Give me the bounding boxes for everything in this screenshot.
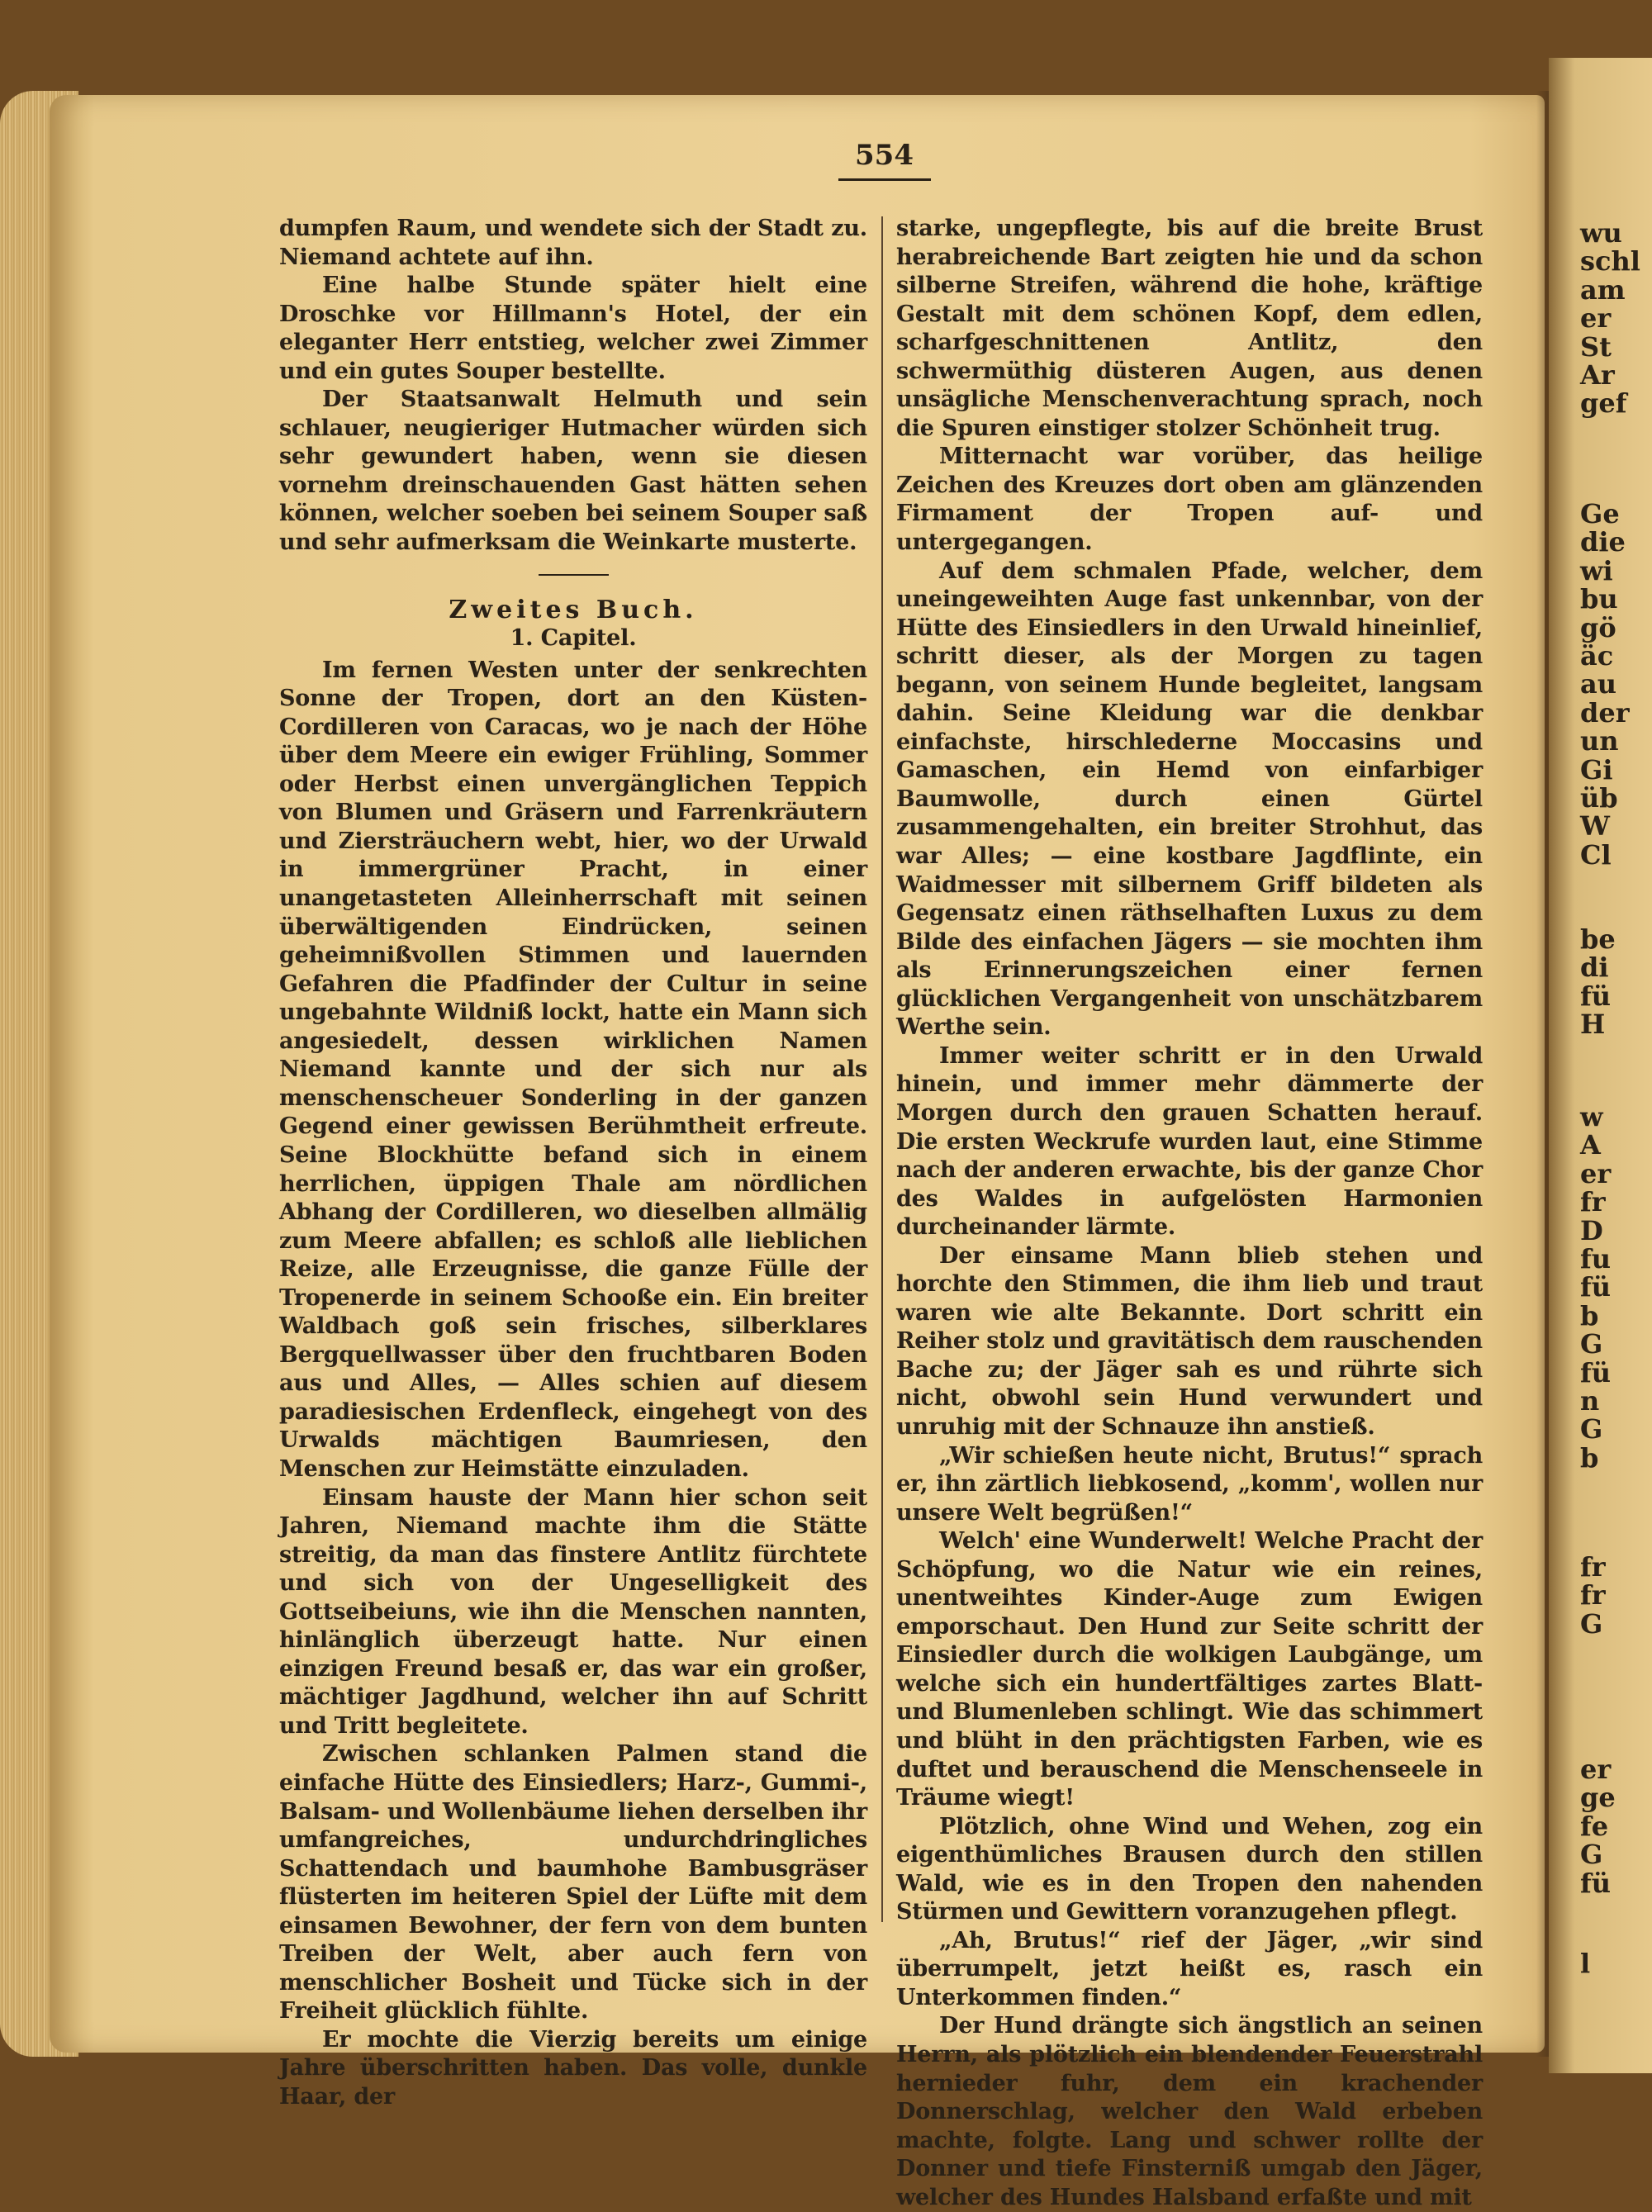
- facing-page-text: er ge fe G fü: [1580, 1754, 1616, 1899]
- paragraph: starke, ungepflegte, bis auf die breite Brust herabreichende Bart zeigten hie und da schon silberne Streifen, während die hohe, kräftige Gestalt mit dem schönen Kopf, dem edlen, scharfgeschnittenen Antlitz, den schwermüthig düsteren Augen, aus denen unsägliche Menschenverachtung sprach, noch die Spuren einstiger stolzer Schönheit trug.: [896, 216, 1483, 441]
- paragraph: Immer weiter schritt er in den Urwald hinein, und immer mehr dämmerte der Morgen durch den grauen Schatten herauf. Die ersten Weckrufe wurden laut, eine Stimme nach der anderen erwachte, bis der ganze Chor des Waldes in aufgelösten Harmonien durcheinander lärmte.: [896, 1042, 1483, 1241]
- paragraph: Der Hund drängte sich ängstlich an seinen Herrn, als plötzlich ein blendender Feuerstrahl hernieder fuhr, dem ein krachender Donnerschlag, welcher den Wald erbeben machte, folgte. Lang und schwer rollte der Donner und tiefe Finsterniß umgab den Jäger, welcher des Hundes Halsband erfaßte und mit: [896, 2013, 1483, 2210]
- chapter-heading: 1. Capitel.: [510, 625, 637, 652]
- page-number-rule: [838, 178, 931, 181]
- facing-page-text: wu schl am er St Ar gef: [1580, 217, 1640, 420]
- paragraph: „Wir schießen heute nicht, Brutus!“ sprach er, ihn zärtlich liebkosend, „komm', wollen nur unsere Welt begrüßen!“: [896, 1442, 1483, 1526]
- facing-page-text: l: [1580, 1948, 1591, 1979]
- text-column-left: [279, 215, 867, 2112]
- facing-page-text: Ge die wi bu gö äc au der un Gi üb W Cl: [1580, 498, 1630, 871]
- paragraph: Plötzlich, ohne Wind und Wehen, zog ein eigenthümliches Brausen durch den stillen Wald, wie es in den Tropen den nahenden Stürmen und Gewittern voranzugehen pflegt.: [896, 1813, 1483, 1925]
- paragraph: Eine halbe Stunde später hielt eine Droschke vor Hillmann's Hotel, der ein eleganter Herr entstieg, welcher zwei Zimmer und ein gutes Souper bestellte.: [279, 273, 867, 384]
- paragraph: Auf dem schmalen Pfade, welcher, dem uneingeweihten Auge fast unkennbar, von der Hütte des Einsiedlers in den Urwald hineinlief, schritt dieser, als der Morgen zu tagen begann, von seinem Hunde begleitet, langsam dahin. Seine Kleidung war die denkbar einfachste, hirschlederne Moccasins und Gamaschen, ein Hemd von einfarbiger Baumwolle, durch einen Gürtel zusammengehalten, ein breiter Strohhut, das war Alles; — eine kostbare Jagdflinte, ein Waidmesser mit silbernem Griff bildeten als Gegensatz einen räthselhaften Luxus zu dem Bilde des einfachen Jägers — sie mochten ihm als Erinnerungszeichen einer fernen glücklichen Vergangenheit von unschätzbarem Werthe sein.: [896, 558, 1483, 1041]
- section-divider: [539, 574, 609, 576]
- page-number: 554: [855, 139, 914, 172]
- paragraph: „Ah, Brutus!“ rief der Jäger, „wir sind überrumpelt, jetzt heißt es, rasch ein Unterkommen finden.“: [896, 1927, 1483, 2010]
- paragraph: Im fernen Westen unter der senkrechten Sonne der Tropen, dort an den Küsten-Cordilleren von Caracas, wo je nach der Höhe über dem Meere ein ewiger Frühling, Sommer oder Herbst einen unvergänglichen Teppich von Blumen und Gräsern und Farrenkräutern und Ziersträuchern webt, hier, wo der Urwald in immergrüner Pracht, in einer unangetasteten Alleinherrschaft mit seinen überwältigenden Eindrücken, seinen geheimnißvollen Stimmen und lauernden Gefahren die Pfadfinder der Cultur in seine ungebahnte Wildniß lockt, hatte ein Mann sich angesiedelt, dessen wirklichen Namen Niemand kannte und der sich nur als menschenscheuer Sonderling in der ganzen Gegend einer gewissen Berühmtheit erfreute. Seine Blockhütte befand sich in einem herrlichen, üppigen Thale am nördlichen Abhang der Cordilleren, wo dieselben allmälig zum Meere abfallen; es schloß alle lieblichen Reize, alle Erzeugnisse, die ganze Fülle der Tropenerde in seinem Schooße ein. Ein breiter Waldbach goß sein frisches, silberklares Bergquellwasser über den fruchtbaren Boden aus und Alles, — Alles schien auf diesem paradiesischen Erdenfleck, eingehegt von des Urwalds mächtigen Baumriesen, den Menschen zur Heimstätte einzuladen.: [279, 657, 867, 1482]
- text-column-right: [896, 215, 1483, 2212]
- paragraph: Zwischen schlanken Palmen stand die einfache Hütte des Einsiedlers; Harz-, Gummi-, Balsam- und Wollenbäume liehen derselben ihr umfangreiches, undurchdringliches Schattendach und baumhohe Bambusgräser flüsterten im heiteren Spiel der Lüfte mit dem einsamen Bewohner, der fern von dem bunten Treiben der Welt, aber auch fern von menschlicher Bosheit und Tücke sich in der Freiheit glücklich fühlte.: [279, 1741, 867, 2025]
- book-heading: Zweites Buch.: [449, 595, 698, 624]
- facing-page-text: be di fü H: [1580, 923, 1616, 1041]
- paragraph: Einsam hauste der Mann hier schon seit Jahren, Niemand machte ihm die Stätte streitig, da man das finstere Antlitz fürchtete und sich von der Ungeselligkeit des Gottseibeiuns, wie ihn die Menschen nannten, hinlänglich überzeugt hatte. Nur einen einzigen Freund besaß er, das war ein großer, mächtiger Jagdhund, welcher ihn auf Schritt und Tritt begleitete.: [279, 1484, 867, 1739]
- column-divider: [881, 216, 883, 1922]
- paragraph: Er mochte die Vierzig bereits um einige Jahre überschritten haben. Das volle, dunkle Haar, der: [279, 2026, 867, 2110]
- paragraph: Welch' eine Wunderwelt! Welche Pracht der Schöpfung, wo die Natur wie ein reines, unentweihtes Kinder-Auge zum Ewigen emporschaut. Den Hund zur Seite schritt der Einsiedler durch die wolkigen Laubgänge, um welche sich ein hundertfältiges zartes Blatt- und Blumenleben schlingt. Wie das schimmert und blüht in den prächtigsten Farben, wie es duftet und berauschend die Menschenseele in Träume wiegt!: [896, 1528, 1483, 1811]
- facing-page-edge: [1549, 58, 1652, 2073]
- paragraph: Der Staatsanwalt Helmuth und sein schlauer, neugieriger Hutmacher würden sich sehr gewundert haben, wenn sie diesen vornehm dreinschauenden Gast hätten sehen können, welcher soeben bei seinem Souper saß und sehr aufmerksam die Weinkarte musterte.: [279, 387, 867, 556]
- paragraph: Mitternacht war vorüber, das heilige Zeichen des Kreuzes dort oben am glänzenden Firmament der Tropen auf- und untergegangen.: [896, 444, 1483, 556]
- facing-page-text: fr fr G: [1580, 1551, 1606, 1640]
- paragraph: dumpfen Raum, und wendete sich der Stadt zu. Niemand achtete auf ihn.: [279, 216, 867, 270]
- paragraph: Der einsame Mann blieb stehen und horchte den Stimmen, die ihm lieb und traut waren wie alte Bekannte. Dort schritt ein Reiher stolz und gravitätisch dem rauschenden Bache zu; der Jäger sah es und rührte sich nicht, obwohl sein Hund verwundert und unruhig mit der Schnauze ihn anstieß.: [896, 1242, 1483, 1440]
- facing-page-text: w A er fr D fu fü b G fü n G b: [1580, 1101, 1612, 1474]
